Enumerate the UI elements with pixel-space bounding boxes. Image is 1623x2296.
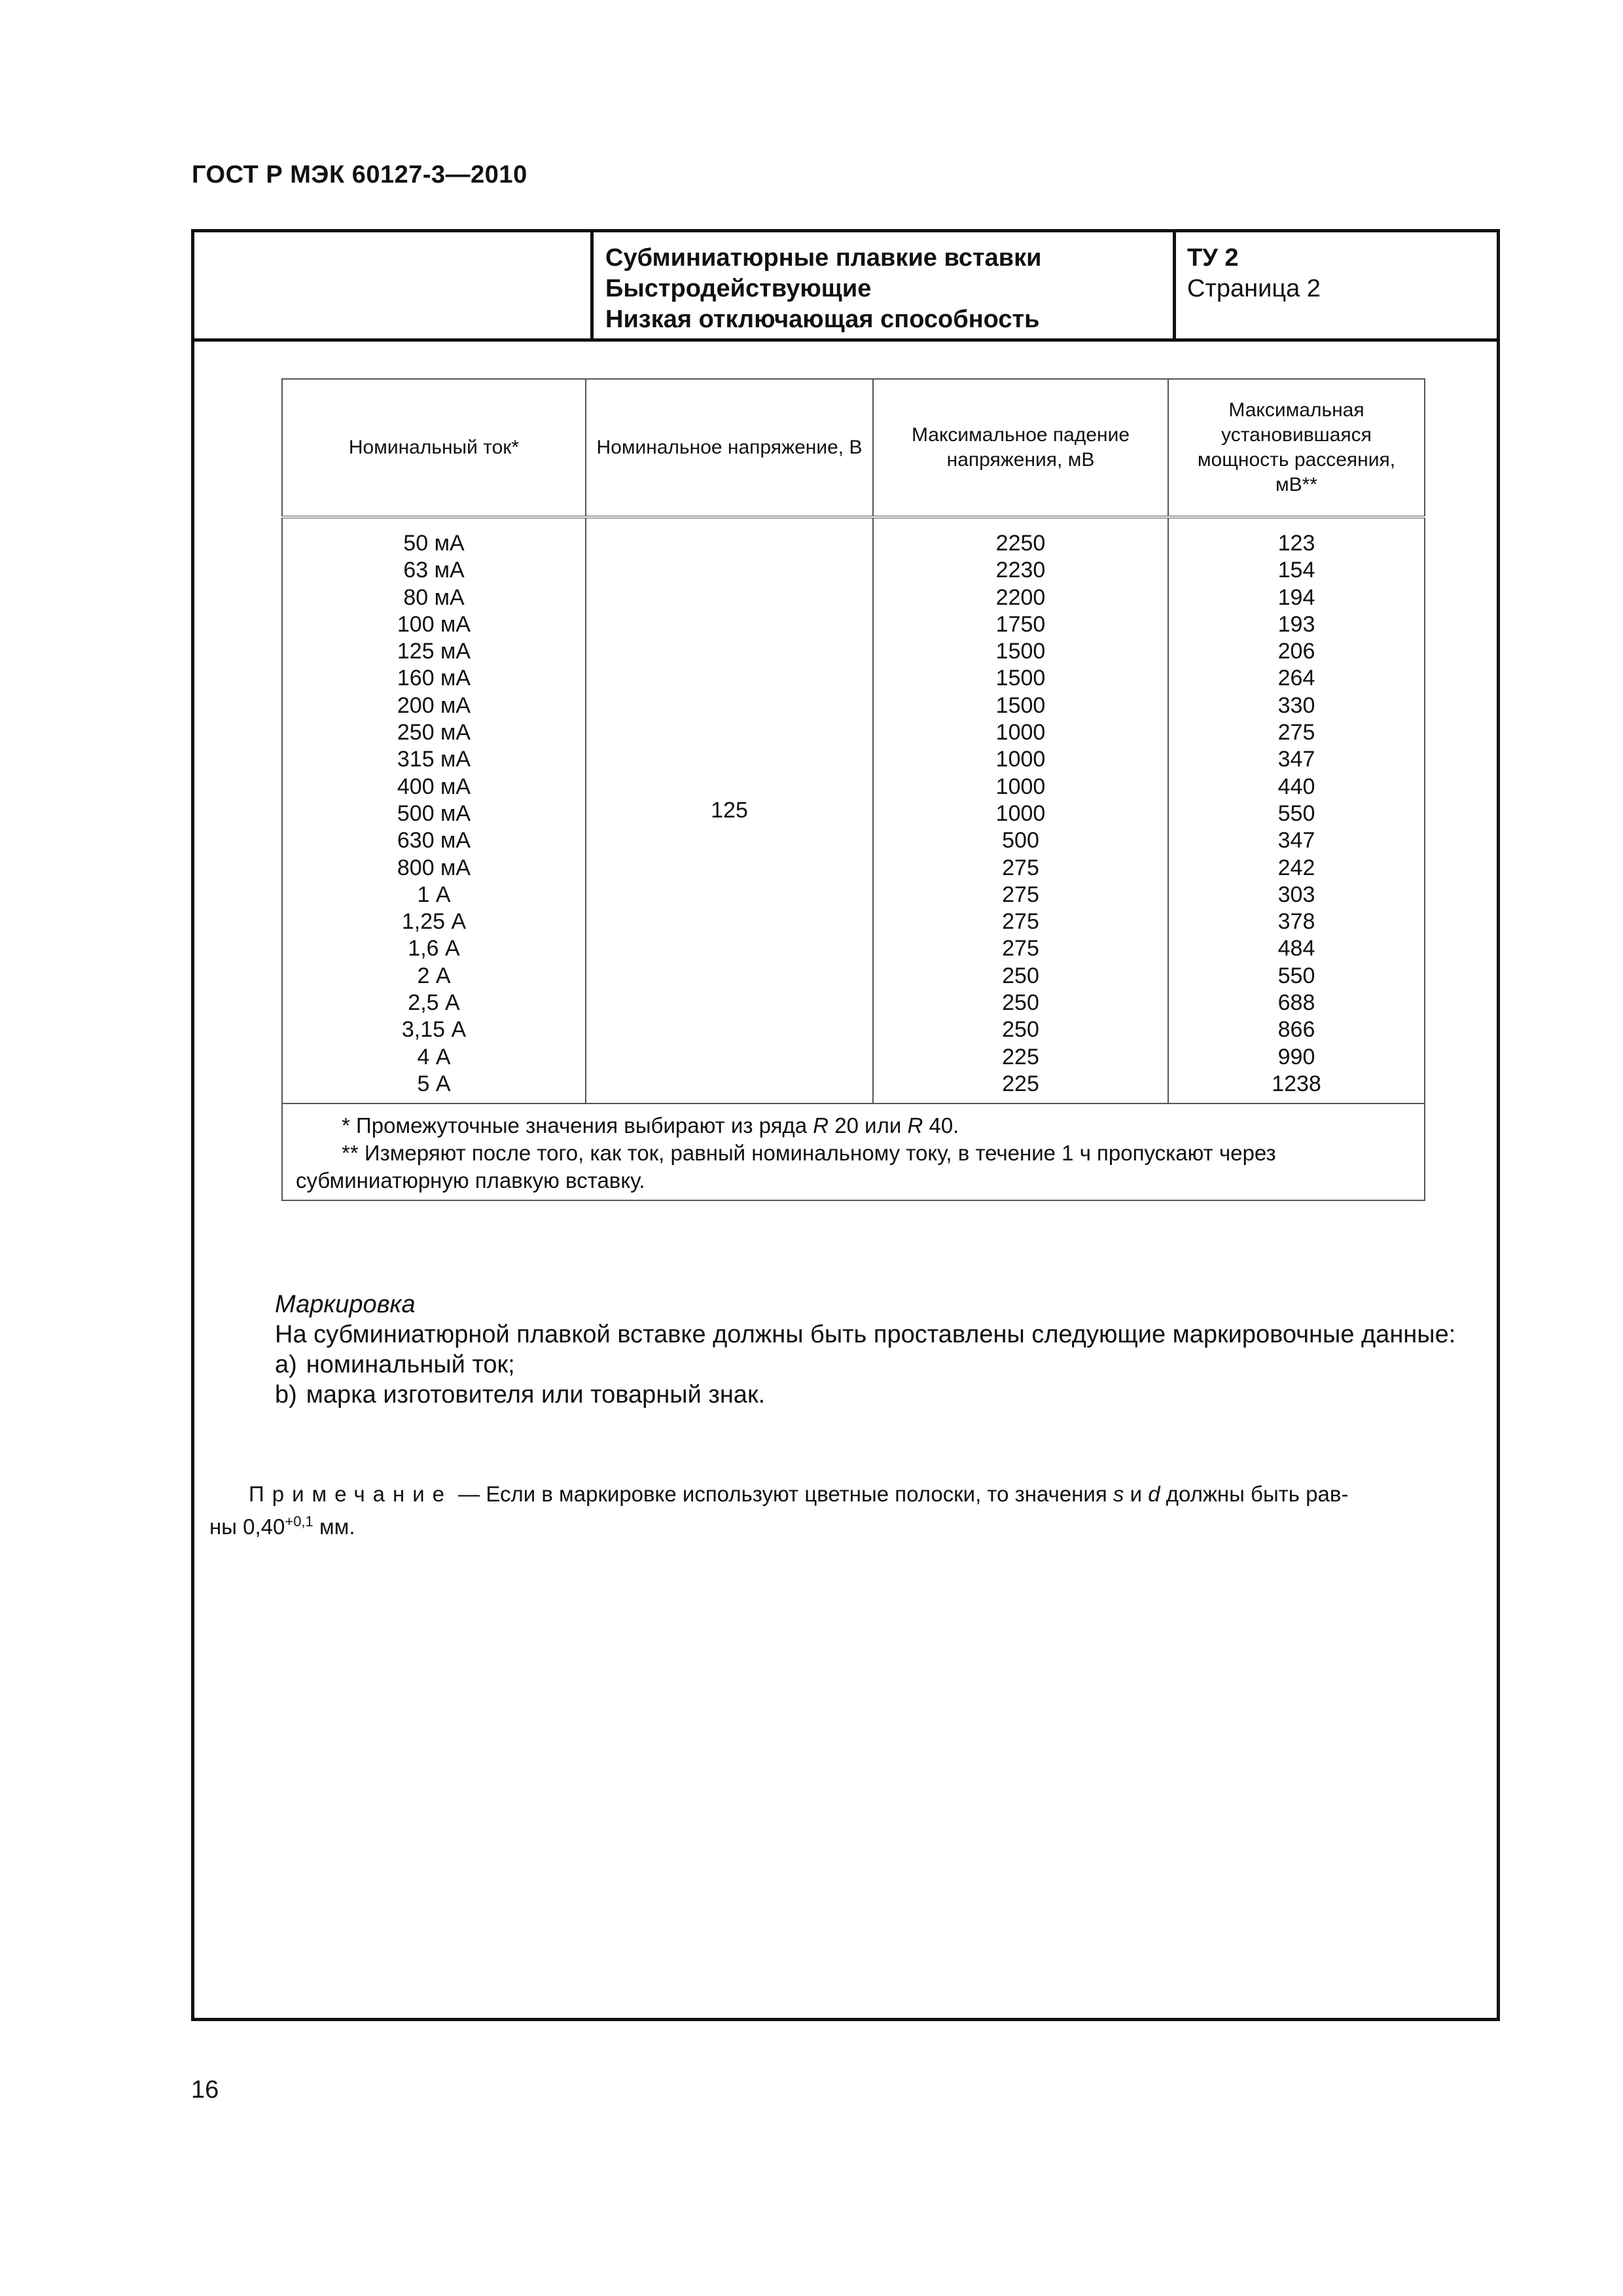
header-divider-right xyxy=(1173,232,1176,342)
table-footnotes xyxy=(282,1103,1425,1200)
footnote-2-continuation: субминиатюрную плавкую вставку. xyxy=(296,1168,645,1193)
voltage-drop-value: 1000 xyxy=(995,774,1046,799)
spec-code: ТУ 2 xyxy=(1187,244,1239,272)
marking-item xyxy=(209,1380,1482,1410)
column-header-power-dissipation: Максимальная установившаяся мощность рассеяния, мВ** xyxy=(1168,379,1425,517)
note-text: должны быть рав- xyxy=(1160,1482,1349,1506)
footnote-1-series-r: R xyxy=(907,1113,923,1138)
note-line-2 xyxy=(209,1508,1482,1541)
item-text: марка изготовителя или товарный знак. xyxy=(306,1381,766,1408)
rated-current-value: 630 мА xyxy=(397,828,471,853)
note-var-s: s xyxy=(1113,1482,1124,1506)
footnote-1-series-r: R xyxy=(813,1113,829,1138)
rated-current-value: 1 А xyxy=(417,882,451,907)
rated-current-value: 250 мА xyxy=(397,720,471,745)
power-dissipation-value: 154 xyxy=(1277,558,1315,583)
voltage-drop-value: 275 xyxy=(1002,855,1039,880)
note-text: и xyxy=(1124,1482,1149,1506)
marking-heading: Маркировка xyxy=(275,1291,416,1318)
rated-current-value: 400 мА xyxy=(397,774,471,799)
footnote-2: ** Измеряют после того, как ток, равный номинальному току, в течение 1 ч пропускают через xyxy=(342,1141,1276,1166)
item-marker: a) xyxy=(275,1351,297,1378)
header-bottom-rule xyxy=(194,338,1497,342)
power-dissipation-value: 990 xyxy=(1277,1044,1315,1069)
power-dissipation-value: 194 xyxy=(1277,584,1315,610)
marking-paragraph: На субминиатюрной плавкой вставке должны быть проставлены следующие маркировочные данные: xyxy=(275,1321,1456,1348)
column-header-rated-current: Номинальный ток* xyxy=(282,379,586,517)
header-title xyxy=(605,243,1162,335)
column-header-rated-voltage: Номинальное напряжение, В xyxy=(586,379,873,517)
power-dissipation-value: 1238 xyxy=(1272,1071,1321,1096)
rated-current-value: 800 мА xyxy=(397,855,471,880)
footnote-1-text: 40. xyxy=(923,1113,959,1138)
footnote-1 xyxy=(296,1112,1411,1139)
power-dissipation-value: 303 xyxy=(1277,882,1315,907)
voltage-drop-value: 225 xyxy=(1002,1044,1039,1069)
note-line-1 xyxy=(209,1480,1482,1508)
voltage-drop-value: 1750 xyxy=(995,611,1046,637)
voltage-drop-value: 500 xyxy=(1002,828,1039,853)
rated-current-value: 100 мА xyxy=(397,611,471,637)
rated-current-cell xyxy=(282,517,586,1103)
power-dissipation-value: 330 xyxy=(1277,692,1315,718)
rated-current-value: 1,25 А xyxy=(401,909,467,935)
table-header-row xyxy=(282,379,1425,517)
rated-current-list xyxy=(283,518,585,1103)
rated-current-value: 1,6 А xyxy=(408,936,460,961)
header-divider-left xyxy=(590,232,594,342)
ratings-table xyxy=(281,378,1425,1201)
rated-current-value: 2,5 А xyxy=(408,990,460,1016)
rated-current-value: 3,15 А xyxy=(401,1017,467,1043)
footnote-1-text: * Промежуточные значения выбирают из ряда xyxy=(342,1113,813,1138)
voltage-drop-list xyxy=(874,518,1168,1103)
voltage-drop-value: 2250 xyxy=(995,531,1046,556)
voltage-drop-value: 275 xyxy=(1002,936,1039,961)
rated-current-value: 4 А xyxy=(417,1044,451,1069)
rated-current-value: 315 мА xyxy=(397,747,471,772)
voltage-drop-cell xyxy=(873,517,1168,1103)
power-dissipation-list xyxy=(1169,518,1424,1103)
rated-current-value: 125 мА xyxy=(397,639,471,664)
voltage-drop-value: 1500 xyxy=(995,639,1046,664)
footnote-1-text: 20 или xyxy=(829,1113,908,1138)
voltage-drop-value: 1500 xyxy=(995,666,1046,691)
rated-current-value: 500 мА xyxy=(397,800,471,826)
power-dissipation-value: 688 xyxy=(1277,990,1315,1016)
note-tolerance: +0,1 xyxy=(285,1513,313,1530)
voltage-drop-value: 225 xyxy=(1002,1071,1039,1096)
power-dissipation-value: 347 xyxy=(1277,747,1315,772)
note-text: — Если в маркировке используют цветные полоски, то значения xyxy=(452,1482,1113,1506)
rated-voltage-cell: 125 xyxy=(586,517,873,1103)
header-title-line: Низкая отключающая способность xyxy=(605,306,1040,333)
power-dissipation-value: 193 xyxy=(1277,611,1315,637)
table-footnotes-row xyxy=(282,1103,1425,1200)
voltage-drop-value: 1500 xyxy=(995,692,1046,718)
rated-current-value: 50 мА xyxy=(403,531,465,556)
page-number: 16 xyxy=(191,2076,219,2104)
power-dissipation-cell xyxy=(1168,517,1425,1103)
power-dissipation-value: 550 xyxy=(1277,963,1315,988)
power-dissipation-value: 123 xyxy=(1277,531,1315,556)
voltage-drop-value: 250 xyxy=(1002,990,1039,1016)
voltage-drop-value: 2200 xyxy=(995,584,1046,610)
voltage-drop-value: 275 xyxy=(1002,909,1039,935)
document-code: ГОСТ Р МЭК 60127-3—2010 xyxy=(192,161,527,188)
power-dissipation-value: 242 xyxy=(1277,855,1315,880)
voltage-drop-value: 250 xyxy=(1002,963,1039,988)
voltage-drop-value: 275 xyxy=(1002,882,1039,907)
table-row xyxy=(282,517,1425,1103)
power-dissipation-value: 440 xyxy=(1277,774,1315,799)
note-var-d: d xyxy=(1148,1482,1160,1506)
note-lead: Примечание xyxy=(249,1482,453,1506)
note-unit: мм. xyxy=(313,1515,355,1539)
power-dissipation-value: 378 xyxy=(1277,909,1315,935)
power-dissipation-value: 550 xyxy=(1277,800,1315,826)
power-dissipation-value: 484 xyxy=(1277,936,1315,961)
rated-current-value: 80 мА xyxy=(403,584,465,610)
item-marker: b) xyxy=(275,1381,297,1408)
rated-current-value: 160 мА xyxy=(397,666,471,691)
rated-current-value: 2 А xyxy=(417,963,451,988)
voltage-drop-value: 2230 xyxy=(995,558,1046,583)
note-paragraph xyxy=(209,1480,1482,1541)
spec-page: Страница 2 xyxy=(1187,275,1321,302)
marking-section xyxy=(209,1289,1482,1410)
marking-item xyxy=(209,1350,1482,1380)
rated-current-value: 63 мА xyxy=(403,558,465,583)
power-dissipation-value: 206 xyxy=(1277,639,1315,664)
voltage-drop-value: 1000 xyxy=(995,720,1046,745)
rated-current-value: 200 мА xyxy=(397,692,471,718)
header-title-line: Субминиатюрные плавкие вставки xyxy=(605,244,1042,272)
header-spec xyxy=(1187,243,1321,304)
column-header-voltage-drop: Максимальное падение напряжения, мВ xyxy=(873,379,1168,517)
rated-current-value: 5 А xyxy=(417,1071,451,1096)
item-text: номинальный ток; xyxy=(306,1351,515,1378)
voltage-drop-value: 250 xyxy=(1002,1017,1039,1043)
power-dissipation-value: 264 xyxy=(1277,666,1315,691)
power-dissipation-value: 275 xyxy=(1277,720,1315,745)
power-dissipation-value: 866 xyxy=(1277,1017,1315,1043)
header-title-line: Быстродействующие xyxy=(605,275,872,302)
voltage-drop-value: 1000 xyxy=(995,800,1046,826)
note-value: ны 0,40 xyxy=(209,1515,285,1539)
voltage-drop-value: 1000 xyxy=(995,747,1046,772)
power-dissipation-value: 347 xyxy=(1277,828,1315,853)
